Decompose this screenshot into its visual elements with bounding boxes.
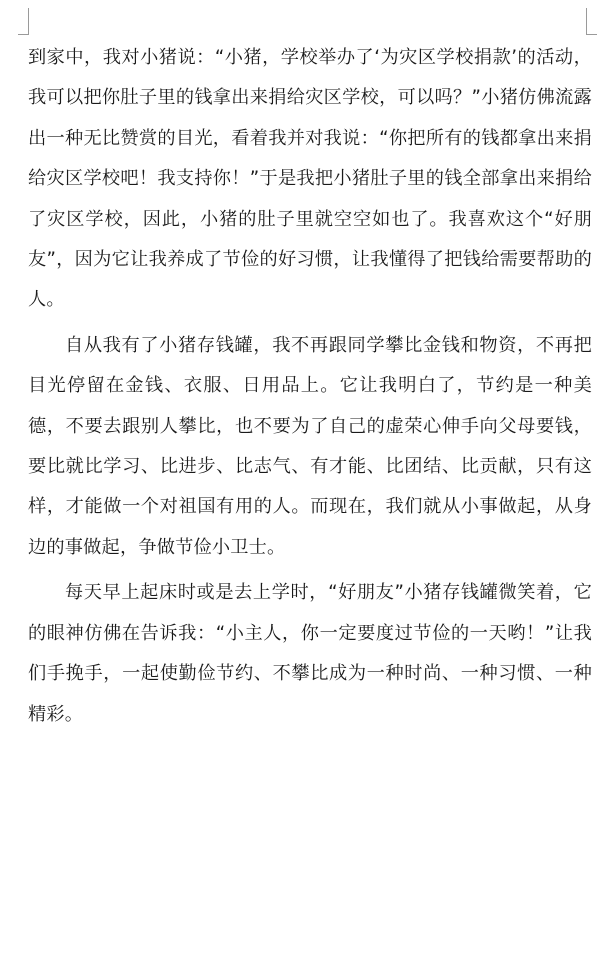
crop-mark-top-left: [18, 8, 29, 35]
crop-mark-top-right: [586, 8, 597, 35]
document-body: [28, 38, 592, 735]
paragraph-3: 每天早上起床时或是去上学时，“好朋友”小猪存钱罐微笑着，它的眼神仿佛在告诉我：“小主人，你一定要度过节俭的一天哟！”让我们手挽手，一起使勤俭节约、不攀比成为一种时尚、一种习惯、一种精彩。: [28, 582, 592, 725]
paragraph-2: 自从我有了小猪存钱罐，我不再跟同学攀比金钱和物资，不再把目光停留在金钱、衣服、日用品上。它让我明白了，节约是一种美德，不要去跟别人攀比，也不要为了自己的虚荣心伸手向父母要钱，要比就比学习、比进步、比志气、有才能、比团结、比贡献，只有这样，才能做一个对祖国有用的人。而现在，我们就从小事做起，从身边的事做起，争做节俭小卫士。: [28, 334, 592, 558]
paragraph-1: 到家中，我对小猪说：“小猪，学校举办了‘为灾区学校捐款’的活动，我可以把你肚子里的钱拿出来捐给灾区学校，可以吗？”小猪仿佛流露出一种无比赞赏的目光，看着我并对我说：“你把所有的钱都拿出来捐给灾区学校吧！我支持你！”于是我把小猪肚子里的钱全部拿出来捐给了灾区学校，因此，小猪的肚子里就空空如也了。我喜欢这个“好朋友”，因为它让我养成了节俭的好习惯，让我懂得了把钱给需要帮助的人。: [28, 47, 592, 311]
